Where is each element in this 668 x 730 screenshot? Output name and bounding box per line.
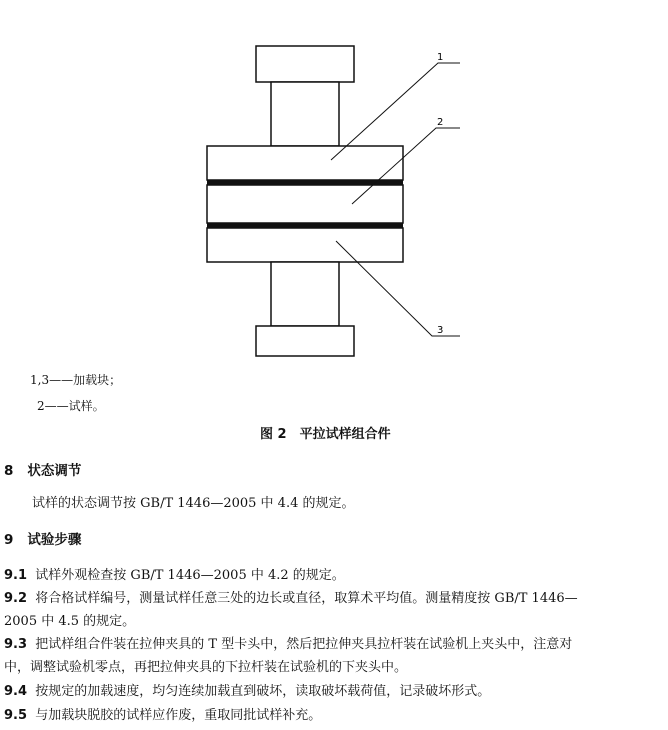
specimen-2 <box>207 185 403 223</box>
figure-caption: 图 2 平拉试样组合件 <box>260 427 391 442</box>
callout-3: 3 <box>437 325 444 336</box>
bottom-stem <box>271 262 339 326</box>
callout-1: 1 <box>437 52 444 63</box>
clause-number: 9.5 <box>4 708 28 723</box>
section-9-heading <box>4 528 81 548</box>
section-8-text: 试样的状态调节按 GB/T 1446—2005 中 4.4 的规定。 <box>32 496 355 511</box>
legend-item-1-3: 1,3——加载块； <box>30 373 122 387</box>
legend-item-2: 2——试样。 <box>37 399 105 413</box>
clause-number: 9.1 <box>4 568 28 583</box>
top-stem <box>271 82 339 146</box>
section-8-number: 8 <box>4 463 14 479</box>
clause-number: 9.4 <box>4 684 28 699</box>
clause-text: 按规定的加载速度，均匀连续加载直到破坏，读取破坏载荷值，记录破坏形式。 <box>35 684 491 699</box>
loading-block-3 <box>207 228 403 262</box>
clause-text: 试样外观检查按 GB/T 1446—2005 中 4.2 的规定。 <box>35 568 345 583</box>
clause-9-2 <box>4 587 578 606</box>
clause-9-1 <box>4 564 345 583</box>
clause-9-2-continuation: 2005 中 4.5 的规定。 <box>4 614 136 629</box>
clause-number: 9.2 <box>4 591 28 606</box>
section-8-heading <box>4 459 81 479</box>
clause-9-4 <box>4 680 490 699</box>
bond-line-lower <box>207 223 403 228</box>
section-9-number: 9 <box>4 532 14 548</box>
section-8-title: 状态调节 <box>27 463 82 479</box>
clause-9-5 <box>4 704 321 723</box>
section-9-title: 试验步骤 <box>27 532 82 548</box>
clause-number: 9.3 <box>4 637 28 652</box>
clause-9-3-continuation: 中，调整试验机零点，再把拉伸夹具的下拉杆装在试验机的下夹头中。 <box>4 660 408 675</box>
top-cap <box>256 46 354 82</box>
clause-9-3 <box>4 633 572 652</box>
clause-text: 与加载块脱胶的试样应作废，重取同批试样补充。 <box>35 708 322 723</box>
bottom-cap <box>256 326 354 356</box>
loading-block-1 <box>207 146 403 180</box>
clause-text: 将合格试样编号，测量试样任意三处的边长或直径，取算术平均值。测量精度按 GB/T 1446— <box>35 591 578 606</box>
clause-text: 把试样组合件装在拉伸夹具的 T 型卡头中，然后把拉伸夹具拉杆装在试验机上夹头中，注意对 <box>35 637 573 652</box>
callout-2: 2 <box>437 117 444 128</box>
